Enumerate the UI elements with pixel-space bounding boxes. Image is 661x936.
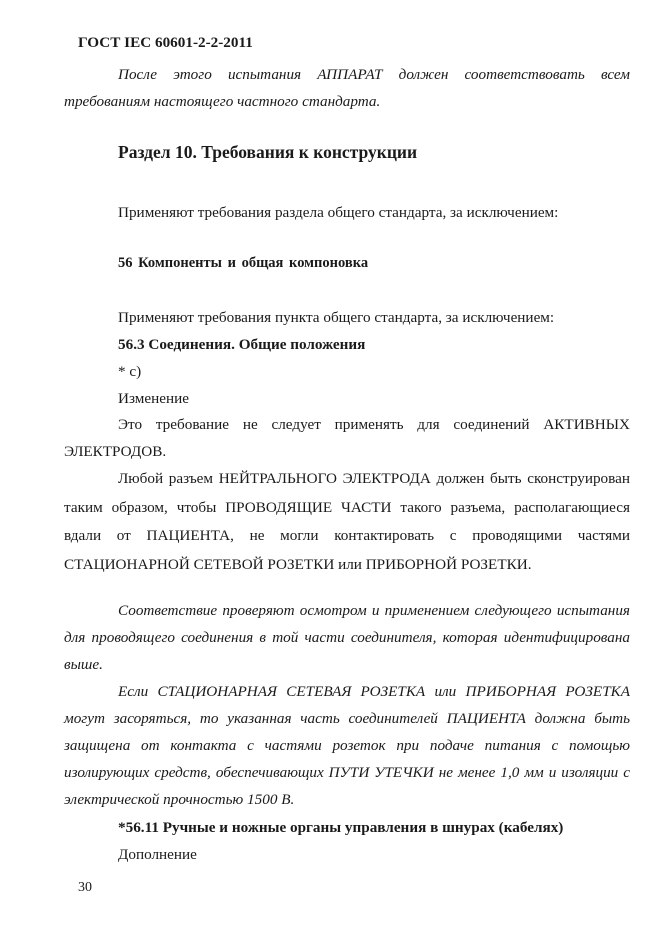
change-label: Изменение xyxy=(118,390,189,407)
subclause-56-3-title: 56.3 Соединения. Общие положения xyxy=(118,336,366,353)
subclause-56-11-title: *56.11 Ручные и ножные органы управления в шнурах (кабелях) xyxy=(118,819,564,836)
section-title: Раздел 10. Требования к конструкции xyxy=(118,142,418,162)
compliance-paragraph: Соответствие проверяют осмотром и применением следующего испытания для проводящего соединения в той части соединителя, которая идентифицирована выше. xyxy=(64,602,630,673)
standard-header: ГОСТ IEC 60601-2-2-2011 xyxy=(78,34,253,51)
addition-label: Дополнение xyxy=(118,846,197,863)
item-c: * с) xyxy=(118,363,142,380)
intro-paragraph: После этого испытания АППАРАТ должен соответствовать всем требованиям настоящего частного стандарта. xyxy=(64,66,630,110)
page-number: 30 xyxy=(78,880,92,895)
clause-56-title: 56 Компоненты и общая компоновка xyxy=(118,255,369,271)
socket-paragraph: Если СТАЦИОНАРНАЯ СЕТЕВАЯ РОЗЕТКА или ПРИБОРНАЯ РОЗЕТКА могут засоряться, то указанная часть соединителей ПАЦИЕНТА должна быть защищена от контакта с частями розеток при подаче питания с помощью изолирующих средств, обеспечивающих ПУТИ УТЕЧКИ не менее 1,0 мм и изоляции с электрической прочностью 1500 В. xyxy=(64,683,630,808)
clause-apply-paragraph: Применяют требования пункта общего стандарта, за исключением: xyxy=(118,309,555,326)
connector-paragraph: Любой разъем НЕЙТРАЛЬНОГО ЭЛЕКТРОДА должен быть сконструирован таким образом, чтобы ПРОВОДЯЩИЕ ЧАСТИ такого разъема, располагающиеся вдали от ПАЦИЕНТА, не могли контактировать с проводящими частями СТАЦИОНАРНОЙ СЕТЕВОЙ РОЗЕТКИ или ПРИБОРНОЙ РОЗЕТКИ. xyxy=(64,470,630,573)
section-apply-paragraph: Применяют требования раздела общего стандарта, за исключением: xyxy=(118,204,559,221)
requirement-paragraph: Это требование не следует применять для соединений АКТИВНЫХ ЭЛЕКТРОДОВ. xyxy=(64,416,630,460)
